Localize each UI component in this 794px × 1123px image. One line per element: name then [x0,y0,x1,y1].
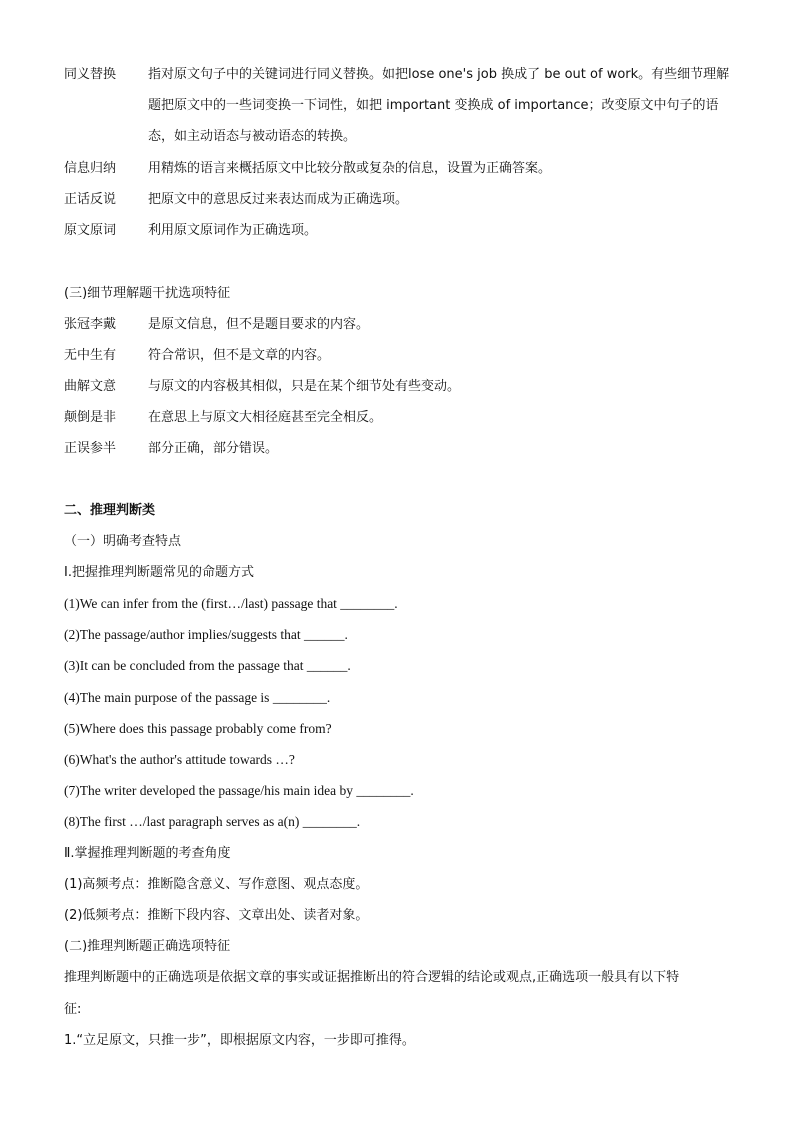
strategy-desc-line: 用精炼的语言来概括原文中比较分散或复杂的信息，设置为正确答案。 [148,161,552,176]
feature-point: 1.“立足原文，只推一步”，即根据原文内容，一步即可推得。 [64,1033,415,1048]
strategy-term: 信息归纳 [64,161,117,176]
distractor-desc: 部分正确，部分错误。 [148,441,279,456]
question-pattern: (8)The first …/last paragraph serves as a(n) ________. [64,814,361,829]
strategy-term: 原文原词 [64,223,117,238]
distractor-desc: 与原文的内容极其相似，只是在某个细节处有些变动。 [148,379,461,394]
distractors-heading: (三)细节理解题干扰选项特征 [64,286,231,301]
strategy-row-synonym [64,66,736,160]
distractor-desc: 符合常识，但不是文章的内容。 [148,348,331,363]
subsection-heading: （一）明确考查特点 [64,534,182,549]
strategy-desc [148,222,736,253]
strategy-desc-line: 题把原文中的一些词变换一下词性，如把 important 变换成 of importance；改变原文中句子的语 [148,98,719,113]
question-pattern: (1)We can infer from the (first…/last) passage that ________. [64,596,398,611]
distractor-term: 颠倒是非 [64,410,117,425]
distractor-desc: 在意思上与原文大相径庭甚至完全相反。 [148,410,383,425]
strategy-desc [148,66,736,159]
strategy-desc [148,160,736,191]
strategy-desc-line: 态，如主动语态与被动语态的转换。 [148,129,357,144]
distractor-term: 正误参半 [64,441,117,456]
question-pattern: (7)The writer developed the passage/his main idea by ________. [64,783,414,798]
question-pattern: (2)The passage/author implies/suggests that ______. [64,627,348,642]
question-pattern: (5)Where does this passage probably come from? [64,721,332,736]
part-heading: Ⅰ.把握推理判断题常见的命题方式 [64,565,254,580]
distractor-term: 张冠李戴 [64,317,117,332]
strategy-desc [148,191,736,222]
distractor-term: 无中生有 [64,348,117,363]
strategy-desc-line: 把原文中的意思反过来表达而成为正确选项。 [148,192,409,207]
intro-paragraph-line: 征: [64,1002,82,1017]
strategy-term: 同义替换 [64,67,117,82]
part-heading: Ⅱ.掌握推理判断题的考查角度 [64,846,231,861]
distractor-term: 曲解文意 [64,379,117,394]
section-title: 二、推理判断类 [64,503,156,518]
distractor-desc: 是原文信息，但不是题目要求的内容。 [148,317,370,332]
question-pattern: (6)What's the author's attitude towards …? [64,752,295,767]
strategy-desc-line: 利用原文原词作为正确选项。 [148,223,318,238]
intro-paragraph-line: 推理判断题中的正确选项是依据文章的事实或证据推断出的符合逻辑的结论或观点,正确选项一般具有以下特 [64,970,680,985]
strategy-term: 正话反说 [64,192,117,207]
strategy-desc-line: 指对原文句子中的关键词进行同义替换。如把lose one's job 换成了 be out of work。有些细节理解 [148,67,730,82]
angle-item: (2)低频考点：推断下段内容、文章出处、读者对象。 [64,908,369,923]
question-pattern: (4)The main purpose of the passage is ________. [64,690,331,705]
question-pattern: (3)It can be concluded from the passage that ______. [64,658,351,673]
subsection-heading: (二)推理判断题正确选项特征 [64,939,231,954]
angle-item: (1)高频考点：推断隐含意义、写作意图、观点态度。 [64,877,369,892]
